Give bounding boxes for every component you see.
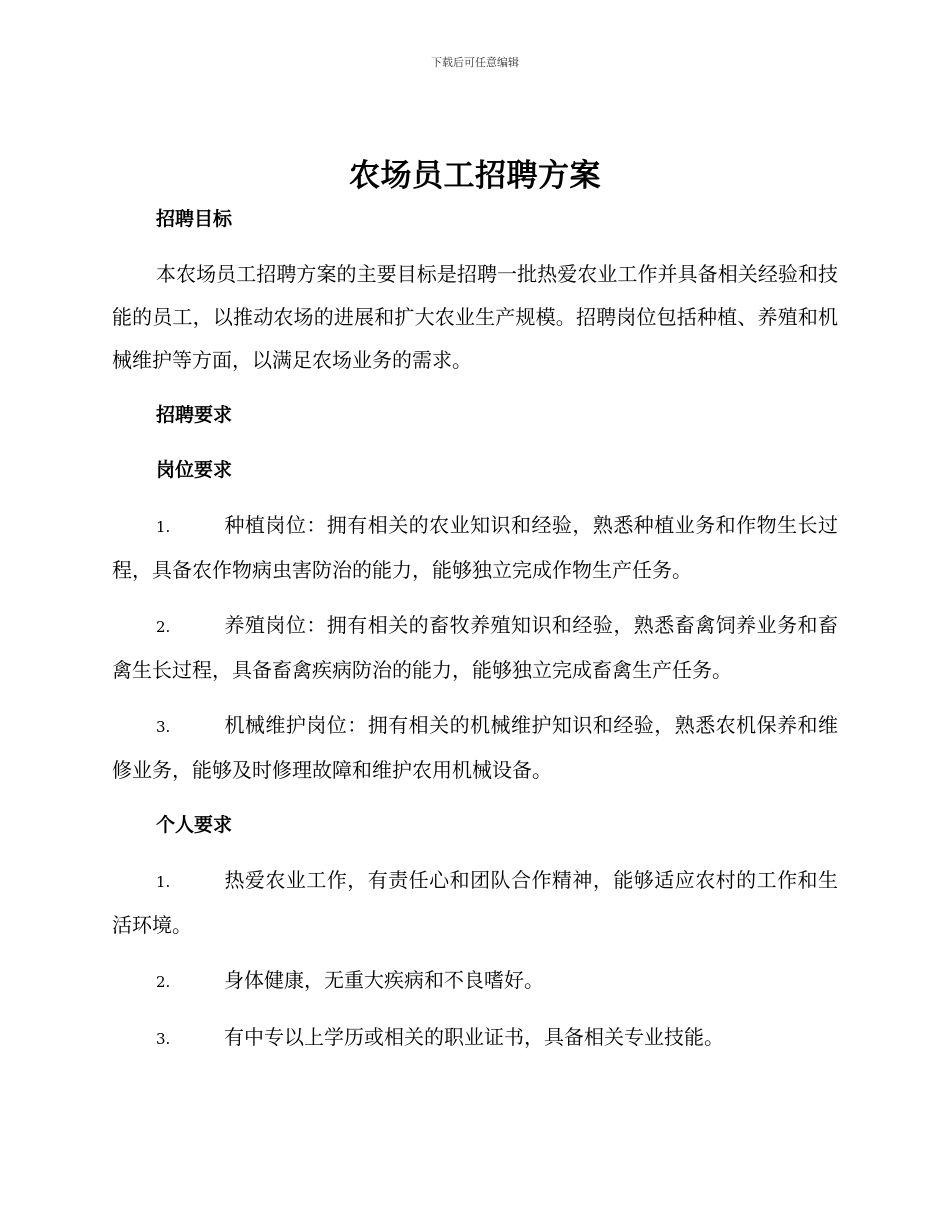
list-item-text: 热爱农业工作，有责任心和团队合作精神，能够适应农村的工作和生活环境。 [112,868,838,937]
document-title: 农场员工招聘方案 [349,158,601,194]
goal-paragraph: 本农场员工招聘方案的主要目标是招聘一批热爱农业工作并具备相关经验和技能的员工，以推动农场的进展和扩大农业生产规模。招聘岗位包括种植、养殖和机械维护等方面，以满足农场业务的需求。 [112,262,838,372]
section-heading-position: 岗位要求 [156,459,233,481]
list-item-number: 3. [156,1030,171,1048]
list-item-number: 1. [156,873,171,891]
list-item [112,704,838,792]
list-item [112,504,838,592]
section-heading-personal: 个人要求 [156,814,233,836]
list-item [112,859,838,947]
list-item [112,1016,838,1061]
list-item-number: 3. [156,718,171,736]
document-body [112,198,838,1061]
section-heading-requirements: 招聘要求 [156,404,233,426]
list-item-number: 2. [156,973,171,991]
section-heading-goal: 招聘目标 [156,208,233,230]
list-item-text: 种植岗位：拥有相关的农业知识和经验，熟悉种植业务和作物生长过程，具备农作物病虫害防治的能力，能够独立完成作物生产任务。 [112,513,838,582]
list-item-text: 身体健康，无重大疾病和不良嗜好。 [224,968,544,992]
list-item-text: 有中专以上学历或相关的职业证书，具备相关专业技能。 [224,1025,724,1049]
list-item-text: 机械维护岗位：拥有相关的机械维护知识和经验，熟悉农机保养和维修业务，能够及时修理故障和维护农用机械设备。 [112,713,838,782]
page-header-note: 下载后可任意编辑 [431,56,519,69]
list-item [112,604,838,692]
list-item-number: 1. [156,518,171,536]
list-item [112,959,838,1004]
list-item-number: 2. [156,618,171,636]
list-item-text: 养殖岗位：拥有相关的畜牧养殖知识和经验，熟悉畜禽饲养业务和畜禽生长过程，具备畜禽疾病防治的能力，能够独立完成畜禽生产任务。 [112,613,838,682]
